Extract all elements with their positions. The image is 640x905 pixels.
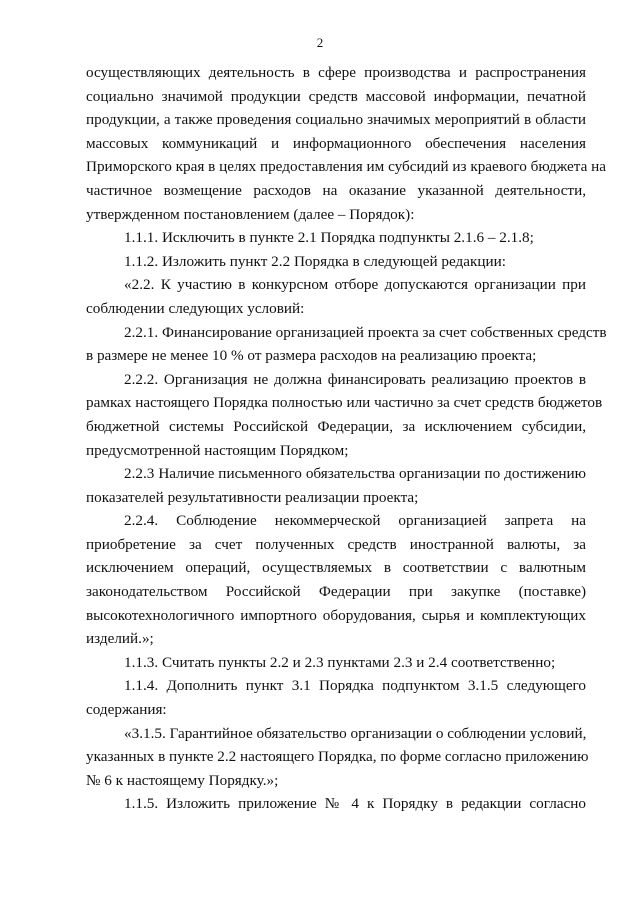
text-line: 1.1.2. Изложить пункт 2.2 Порядка в следующей редакции:	[124, 252, 506, 270]
text-line: массовых коммуникаций и информационного обеспечения населения	[86, 134, 586, 152]
text-line: 2.2.2. Организация не должна финансировать реализацию проектов в	[124, 370, 586, 388]
text-line: 1.1.4. Дополнить пункт 3.1 Порядка подпунктом 3.1.5 следующего	[124, 677, 586, 695]
text-line: предусмотренной настоящим Порядком;	[86, 441, 349, 459]
text-line: 2.2.1. Финансирование организацией проекта за счет собственных средств	[124, 323, 607, 341]
text-line: бюджетной системы Российской Федерации, за исключением субсидии,	[86, 417, 586, 435]
text-line: продукции, а также проведения социально значимых мероприятий в области	[86, 111, 586, 129]
text-line: соблюдении следующих условий:	[86, 299, 305, 317]
text-line: высокотехнологичного импортного оборудования, сырья и комплектующих	[86, 606, 586, 624]
document-body	[86, 61, 607, 816]
text-line: 1.1.5. Изложить приложение № 4 к Порядку в редакции согласно	[124, 795, 586, 813]
text-line: частичное возмещение расходов на оказание указанной деятельности,	[86, 181, 586, 199]
text-line: в размере не менее 10 % от размера расходов на реализацию проекта;	[86, 347, 537, 365]
text-line: № 6 к настоящему Порядку.»;	[86, 771, 279, 789]
text-line: показателей результативности реализации проекта;	[86, 488, 419, 506]
text-line: «3.1.5. Гарантийное обязательство организации о соблюдении условий,	[124, 724, 587, 742]
text-line: 1.1.3. Считать пункты 2.2 и 2.3 пунктами 2.3 и 2.4 соответственно;	[124, 653, 556, 671]
text-line: указанных в пункте 2.2 настоящего Порядка, по форме согласно приложению	[86, 748, 589, 766]
text-line: законодательством Российской Федерации при закупке (поставке)	[86, 583, 586, 601]
text-line: социально значимой продукции средств массовой информации, печатной	[86, 87, 586, 105]
text-line: утвержденном постановлением (далее – Порядок):	[86, 205, 415, 223]
text-line: приобретение за счет полученных средств иностранной валюты, за	[86, 535, 586, 553]
text-line: рамках настоящего Порядка полностью или частично за счет средств бюджетов	[86, 394, 603, 412]
text-line: 2.2.3 Наличие письменного обязательства организации по достижению	[124, 465, 586, 483]
text-line: содержания:	[86, 701, 167, 719]
text-line: Приморского края в целях предоставления им субсидий из краевого бюджета на	[86, 158, 606, 176]
text-line: «2.2. К участию в конкурсном отборе допускаются организации при	[124, 276, 586, 294]
text-line: осуществляющих деятельность в сфере производства и распространения	[86, 64, 586, 81]
text-line: 1.1.1. Исключить в пункте 2.1 Порядка подпункты 2.1.6 – 2.1.8;	[124, 229, 534, 247]
text-line: исключением операций, осуществляемых в соответствии с валютным	[86, 559, 586, 577]
page-number: 2	[316, 35, 324, 50]
text-line: 2.2.4. Соблюдение некоммерческой организацией запрета на	[124, 512, 586, 530]
text-line: изделий.»;	[86, 630, 154, 648]
